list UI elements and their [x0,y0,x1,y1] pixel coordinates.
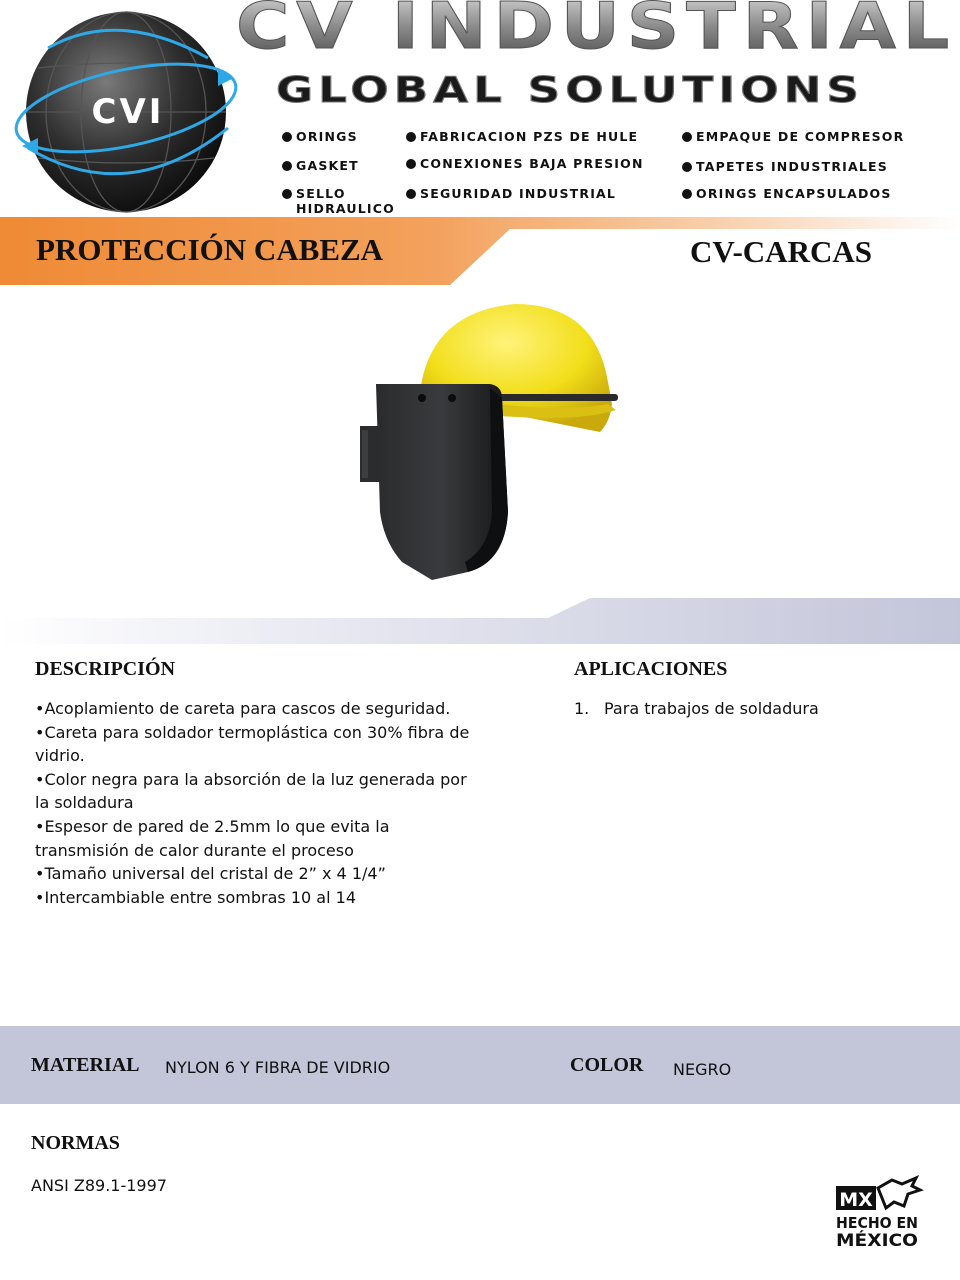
list-item [574,697,934,721]
applications-list [574,697,934,721]
list-item: • Espesor de pared de 2.5mm lo que evita la transmisión de calor durante el proceso [35,815,475,862]
list-item: • Tamaño universal del cristal de 2” x 4 1/4” [35,862,475,886]
svg-text:GLOBAL SOLUTIONS: GLOBAL SOLUTIONS [276,70,864,111]
service-item: SELLO [282,186,346,201]
company-logo [8,8,244,218]
svg-text:MX: MX [839,1189,873,1211]
black-circle-icon [406,132,416,142]
description-heading: DESCRIPCIÓN [35,658,176,680]
norms-heading: NORMAS [31,1132,120,1154]
black-circle-icon [282,132,292,142]
service-item: TAPETES INDUSTRIALES [682,159,888,174]
color-label: COLOR [570,1054,644,1076]
list-text: Para trabajos de soldadura [604,699,819,718]
brand-subtitle [272,62,872,112]
product-image [340,292,640,592]
hecho-en-mexico-icon [832,1172,924,1250]
svg-text:CV INDUSTRIAL: CV INDUSTRIAL [236,0,956,56]
list-item: • Acoplamiento de careta para cascos de seguridad. [35,697,475,721]
list-number: 1. [574,699,590,718]
black-circle-icon [406,189,416,199]
black-circle-icon [406,159,416,169]
service-item: ORINGS [282,129,358,144]
black-circle-icon [282,161,292,171]
svg-text:HECHO EN: HECHO EN [836,1214,918,1232]
black-circle-icon [682,132,692,142]
product-code: CV-CARCAS [690,234,872,269]
material-label: MATERIAL [31,1054,140,1076]
service-item: SEGURIDAD INDUSTRIAL [406,186,616,201]
service-item-continuation: HIDRAULICO [296,201,395,216]
svg-text:MÉXICO: MÉXICO [836,1231,911,1250]
service-item: CONEXIONES BAJA PRESION [406,156,644,171]
list-item: • Careta para soldador termoplástica con 30% fibra de vidrio. [35,721,475,768]
material-value: NYLON 6 Y FIBRA DE VIDRIO [165,1058,391,1077]
section-title: PROTECCIÓN CABEZA [36,232,384,267]
divider-band [0,596,960,644]
welding-shield-image [360,384,508,580]
black-circle-icon [682,189,692,199]
list-item: • Intercambiable entre sombras 10 al 14 [35,886,475,910]
black-circle-icon [282,189,292,199]
description-list [35,697,475,909]
list-item: • Color negra para la absorción de la luz generada por la soldadura [35,768,475,815]
service-item: GASKET [282,158,359,173]
black-circle-icon [682,162,692,172]
service-item: FABRICACION PZS DE HULE [406,129,638,144]
logo-text: CVI [91,92,165,132]
spec-band [0,1026,960,1104]
service-item: EMPAQUE DE COMPRESOR [682,129,904,144]
brand-title [232,0,960,56]
service-item: ORINGS ENCAPSULADOS [682,186,892,201]
color-value: NEGRO [673,1060,732,1079]
norms-value: ANSI Z89.1-1997 [31,1176,167,1195]
applications-heading: APLICACIONES [574,658,728,680]
